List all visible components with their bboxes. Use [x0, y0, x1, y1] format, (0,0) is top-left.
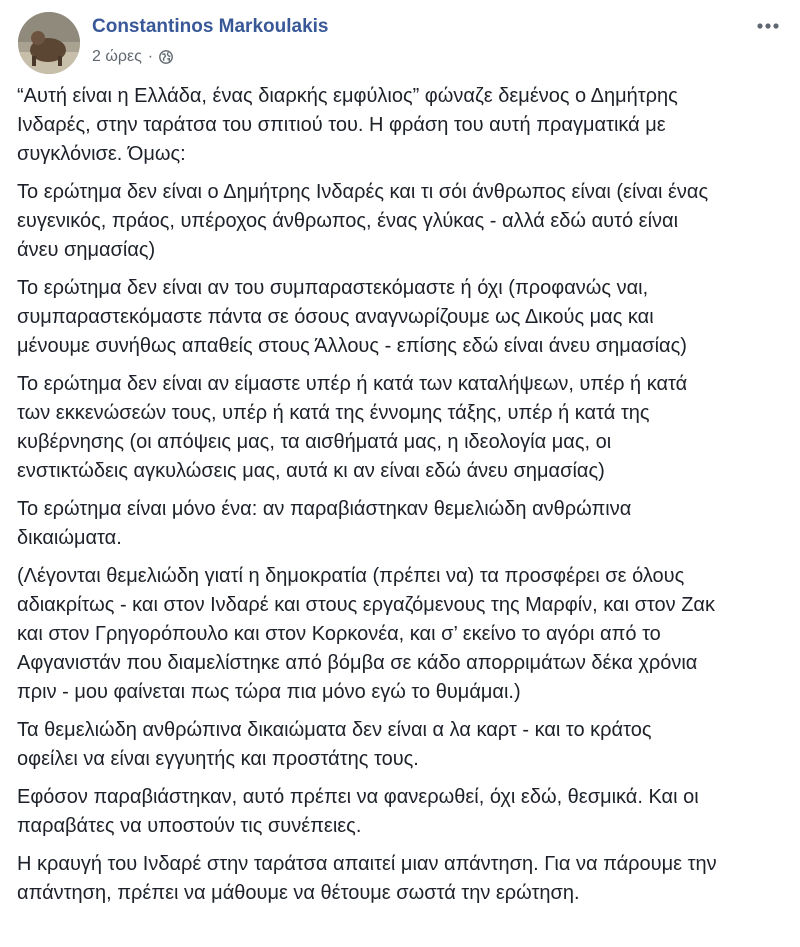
post-paragraph: Το ερώτημα δεν είναι ο Δημήτρης Ινδαρές και τι σόι άνθρωπος είναι (είναι ένας ευγενικός, πράος, υπέροχος άνθρωπος, ένας γλύκας - αλλά εδώ αυτό είναι άνευ σημασίας) [17, 181, 709, 261]
more-options-icon[interactable] [750, 14, 786, 38]
post-paragraph: Η κραυγή του Ινδαρέ στην ταράτσα απαιτεί μιαν απάντηση. Για να πάρουμε την απάντηση, πρέπει να μάθουμε να θέτουμε σωστά την ερώτηση. [17, 853, 717, 904]
avatar[interactable] [18, 12, 80, 74]
post-paragraph: Το ερώτημα δεν είναι αν είμαστε υπέρ ή κατά των καταλήψεων, υπέρ ή κατά των εκκενώσεών τους, υπέρ ή κατά της έννομης τάξης, υπέρ ή κατά της κυβέρνησης (οι απόψεις μας, τα αισθήματά μας, η ιδεολογία μας, οι ενστικτώδεις αγκυλώσεις μας, αυτά κι αν είναι εδώ άνευ σημασίας) [17, 373, 688, 482]
globe-icon[interactable] [159, 50, 173, 64]
post-body [17, 82, 789, 917]
post-timestamp[interactable]: 2 ώρες [92, 48, 142, 65]
post-paragraph: “Αυτή είναι η Ελλάδα, ένας διαρκής εμφύλιος” φώναζε δεμένος ο Δημήτρης Ινδαρές, στην ταράτσα του σπιτιού του. Η φράση του αυτή πραγματικά με συγκλόνισε. Όμως: [17, 85, 678, 165]
post-paragraph: Εφόσον παραβιάστηκαν, αυτό πρέπει να φανερωθεί, όχι εδώ, θεσμικά. Και οι παραβάτες να υποστούν τις συνέπειες. [17, 786, 699, 837]
post-paragraph: Τα θεμελιώδη ανθρώπινα δικαιώματα δεν είναι α λα καρτ - και το κράτος οφείλει να είναι εγγυητής και προστάτης τους. [17, 719, 652, 770]
post-paragraph: Το ερώτημα δεν είναι αν του συμπαραστεκόμαστε ή όχι (προφανώς ναι, συμπαραστεκόμαστε πάντα σε όσους αναγνωρίζουμε ως Δικούς μας και μένουμε συνήθως απαθείς στους Άλλους - επίσης εδώ είναι άνευ σημασίας) [17, 277, 687, 357]
post-paragraph: Το ερώτημα είναι μόνο ένα: αν παραβιάστηκαν θεμελιώδη ανθρώπινα δικαιώματα. [17, 498, 632, 549]
author-name-link[interactable]: Constantinos Markoulakis [92, 16, 329, 37]
meta-separator: · [147, 48, 154, 65]
post-paragraph: (Λέγονται θεμελιώδη γιατί η δημοκρατία (πρέπει να) τα προσφέρει σε όλους αδιακρίτως - και στον Ινδαρέ και στους εργαζόμενους της Μαρφίν, και στον Ζακ και στον Γρηγορόπουλο και στον Κορκονέα, και σ’ εκείνο το αγόρι από το Αφγανιστάν που διαμελίστηκε από βόμβα σε κάδο απορριμάτων δέκα χρόνια πριν - μου φαίνεται πως τώρα πια μόνο εγώ το θυμάμαι.) [17, 565, 715, 703]
avatar-photo [18, 12, 80, 74]
post-meta [92, 48, 173, 66]
post-header [18, 12, 786, 78]
